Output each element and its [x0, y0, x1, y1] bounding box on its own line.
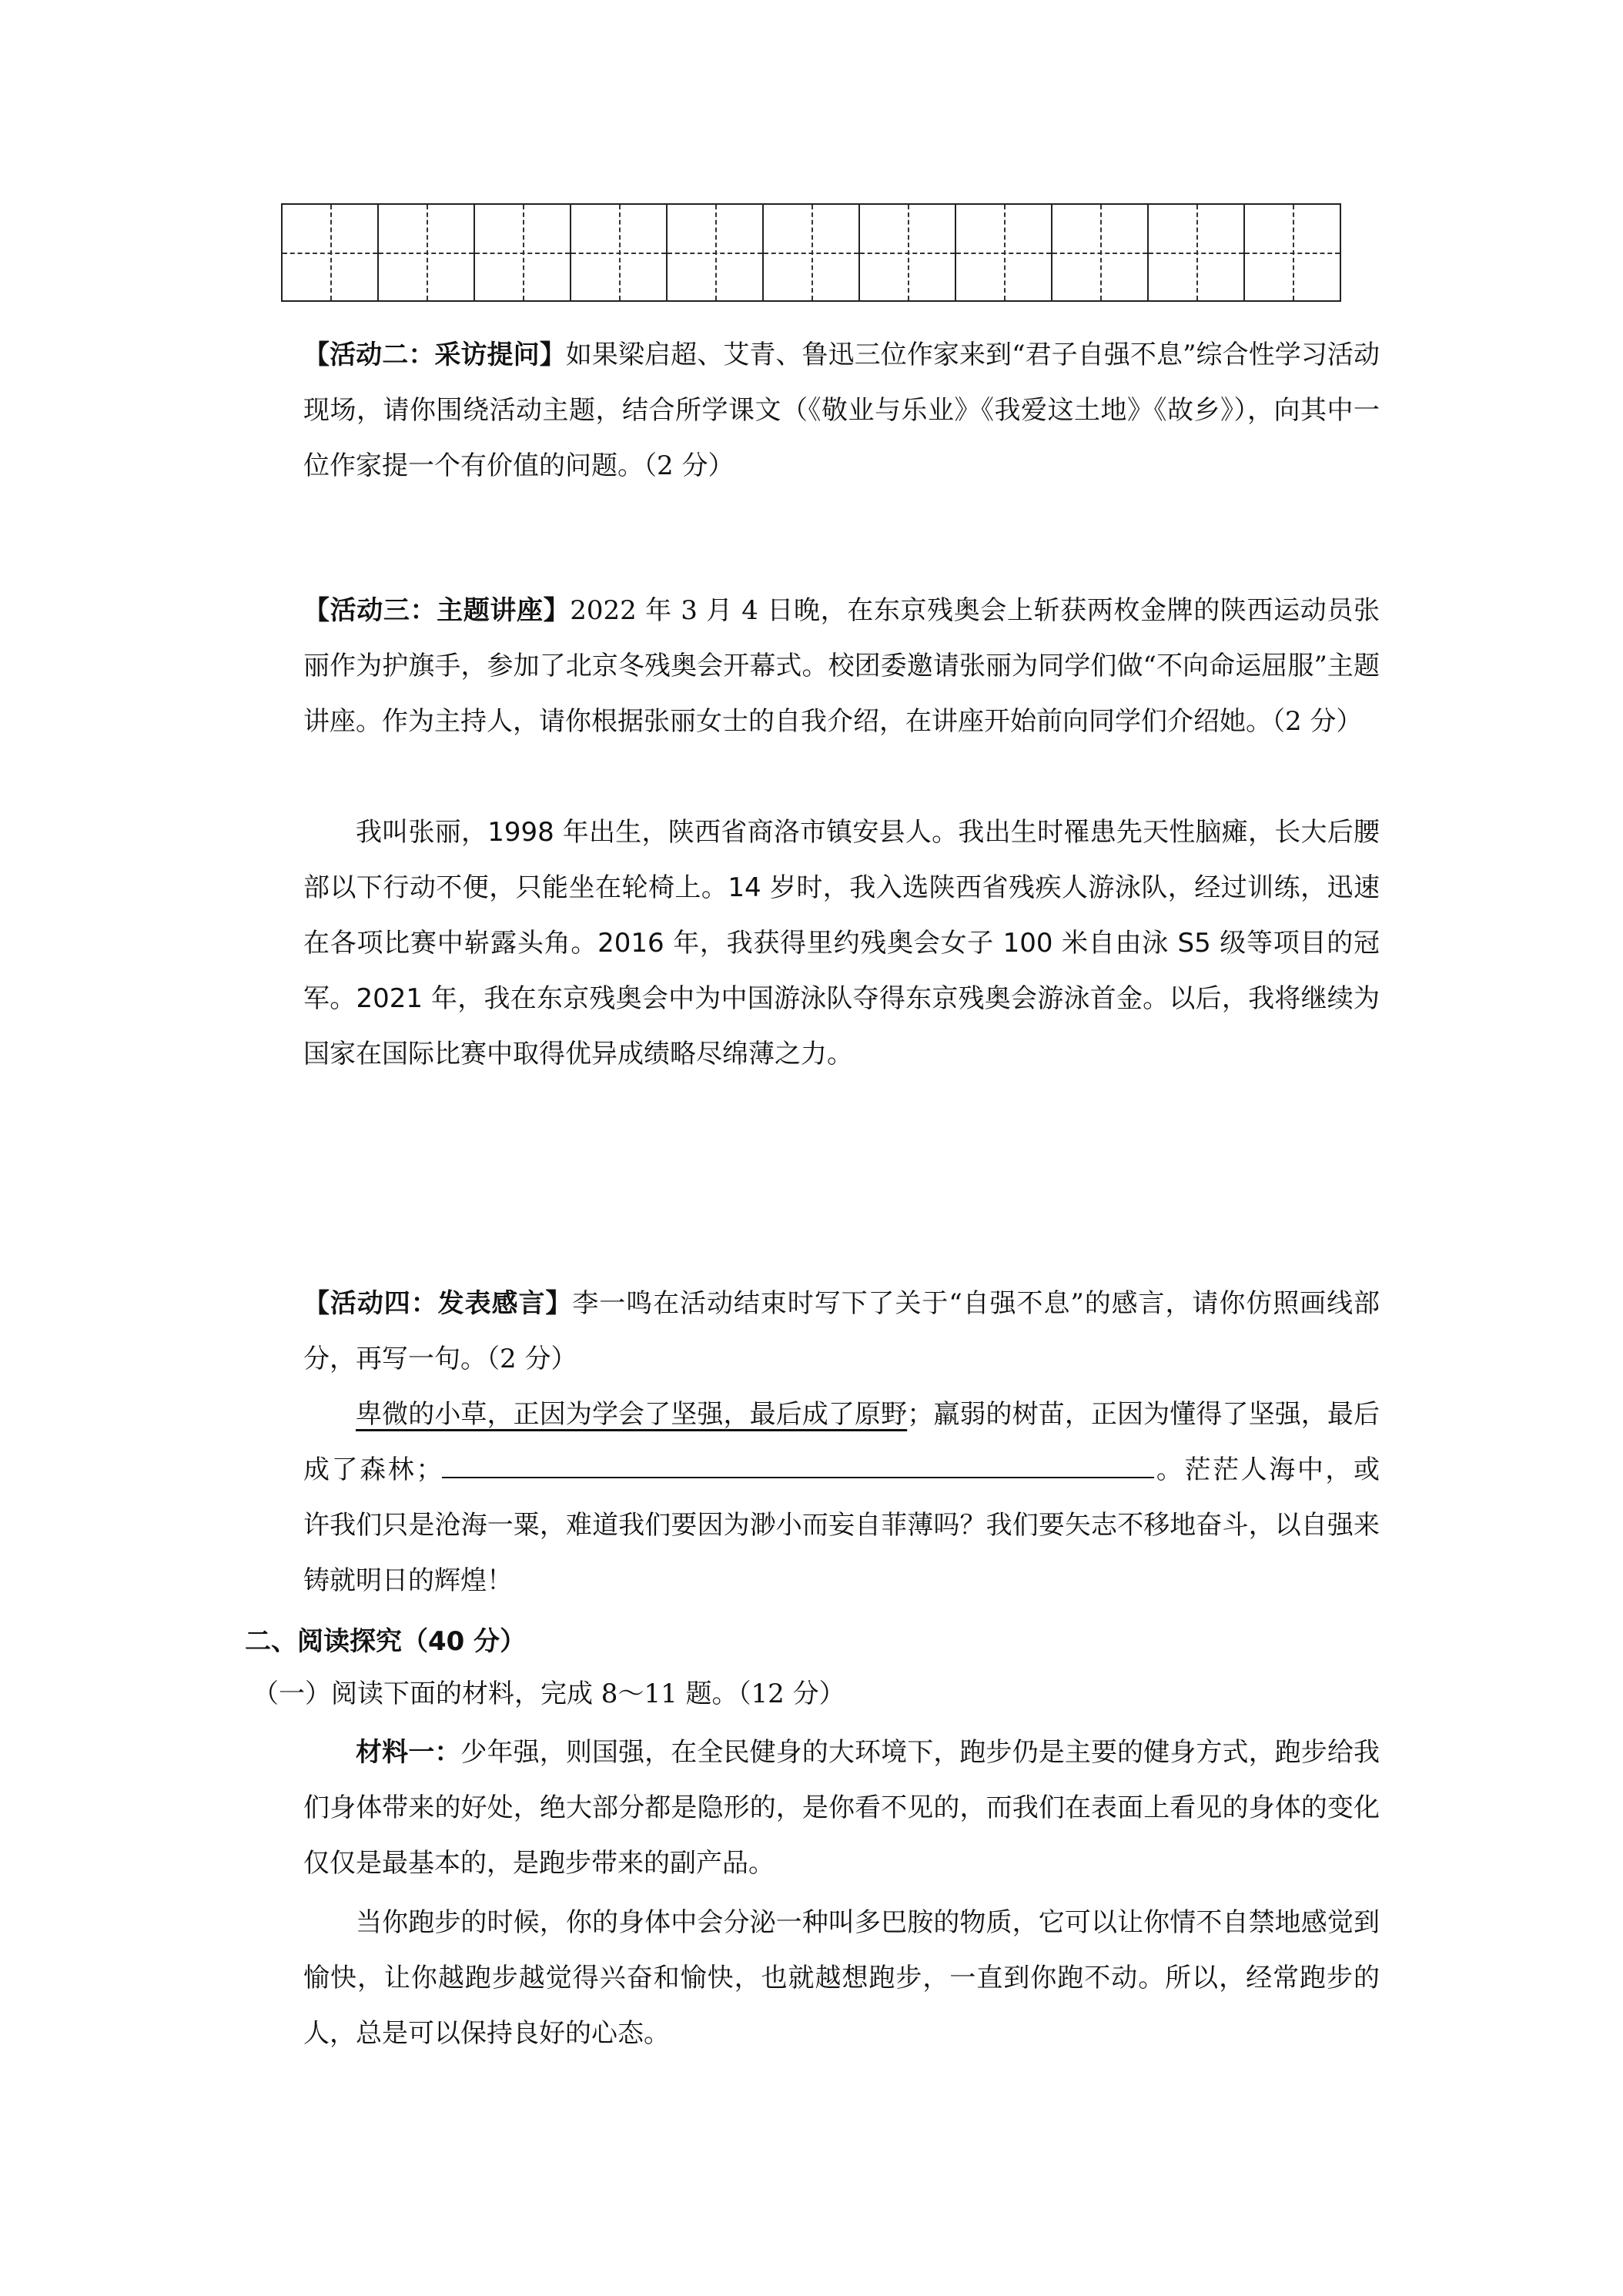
underlined-sentence: 卑微的小草，正因为学会了坚强，最后成了原野: [356, 1399, 908, 1430]
grid-cell: [1149, 205, 1245, 300]
activity4-heading: 【活动四：发表感言】: [303, 1288, 573, 1319]
answer-blank[interactable]: [442, 1451, 1154, 1478]
grid-cell: [283, 205, 379, 300]
passage-middle: ；羸弱的树苗，正因为懂得了坚强，最后成了森林；: [303, 1399, 1380, 1485]
activity4-passage: [303, 1387, 1380, 1608]
grid-cell: [956, 205, 1052, 300]
writing-grid: [281, 203, 1341, 302]
activity2-heading: 【活动二：采访提问】: [303, 340, 566, 370]
activity4-question: [303, 1276, 1380, 1387]
material-label: 材料一：: [356, 1737, 461, 1768]
grid-cell: [571, 205, 668, 300]
passage-end: 。茫茫人海中，或许我们只是沧海一粟，难道我们要因为渺小而妄自菲薄吗？我们要矢志不移地奋斗，以自强来铸就明日的辉煌！: [303, 1454, 1380, 1596]
material-text: 少年强，则国强，在全民健身的大环境下，跑步仍是主要的健身方式，跑步给我们身体带来的好处，绝大部分都是隐形的，是你看不见的，而我们在表面上看见的身体的变化仅仅是最基本的，是跑步带来的副产品。: [303, 1737, 1380, 1879]
activity4-text: 李一鸣在活动结束时写下了关于“自强不息”的感言，请你仿照画线部分，再写一句。（2 分）: [303, 1288, 1380, 1374]
grid-cell: [379, 205, 475, 300]
activity3-text: 2022 年 3 月 4 日晚，在东京残奥会上斩获两枚金牌的陕西运动员张丽作为护旗手，参加了北京冬残奥会开幕式。校团委邀请张丽为同学们做“不向命运屈服”主题讲座。作为主持人，请你根据张丽女士的自我介绍，在讲座开始前向同学们介绍她。（2 分）: [303, 595, 1380, 737]
activity2-question: [303, 327, 1380, 494]
grid-cell: [860, 205, 956, 300]
activity3-heading: 【活动三：主题讲座】: [303, 595, 571, 626]
activity2-text: 如果梁启超、艾青、鲁迅三位作家来到“君子自强不息”综合性学习活动现场，请你围绕活动主题，结合所学课文（《敬业与乐业》《我爱这土地》《故乡》），向其中一位作家提一个有价值的问题。（2 分）: [303, 340, 1380, 481]
activity3-question: [303, 583, 1380, 749]
material-para2: 当你跑步的时候，你的身体中会分泌一种叫多巴胺的物质，它可以让你情不自禁地感觉到愉快，让你越跑步越觉得兴奋和愉快，也就越想跑步，一直到你跑不动。所以，经常跑步的人，总是可以保持良好的心态。: [303, 1907, 1380, 2049]
section2-subheading: （一）阅读下面的材料，完成 8～11 题。（12 分）: [253, 1678, 845, 1709]
section2-heading: 二、阅读探究（40 分）: [245, 1626, 527, 1657]
grid-cell: [668, 205, 764, 300]
grid-cell: [1245, 205, 1341, 300]
grid-cell: [475, 205, 571, 300]
zhangli-self-intro: 我叫张丽，1998 年出生，陕西省商洛市镇安县人。我出生时罹患先天性脑瘫，长大后腰部以下行动不便，只能坐在轮椅上。14 岁时，我入选陕西省残疾人游泳队，经过训练，迅速在各项比赛中崭露头角。2016 年，我获得里约残奥会女子 100 米自由泳 S5 级等项目的冠军。2021 年，我在东京残奥会中为中国游泳队夺得东京残奥会游泳首金。以后，我将继续为国家在国际比赛中取得优异成绩略尽绵薄之力。: [303, 817, 1380, 1069]
material-one: [303, 1725, 1380, 1891]
grid-cell: [764, 205, 860, 300]
grid-cell: [1052, 205, 1149, 300]
